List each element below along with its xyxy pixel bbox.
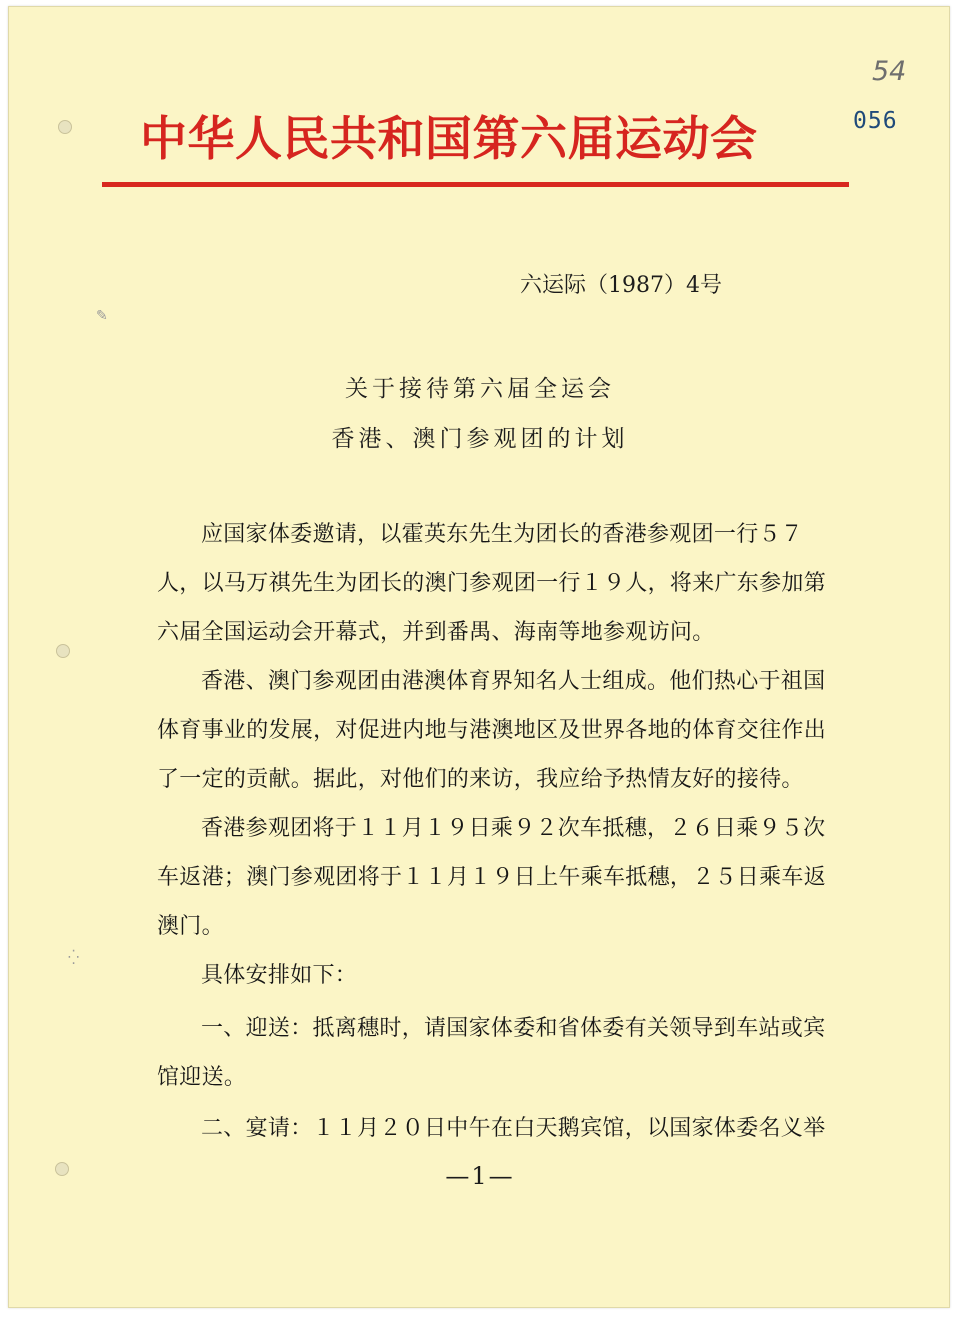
document-title-line-2: 香港、澳门参观团的计划 — [331, 426, 629, 452]
letterhead: 中华人民共和国第六届运动会 — [140, 112, 758, 167]
page-number: —1— — [445, 1162, 515, 1190]
binding-hole — [58, 120, 72, 134]
body-paragraph: 香港、澳门参观团由港澳体育界知名人士组成。他们热心于祖国体育事业的发展，对促进内地与港澳地区及世界各地的体育交往作出了一定的贡献。据此，对他们的来访，我应给予热情友好的接待。 — [157, 669, 827, 792]
binding-hole — [56, 644, 70, 658]
body-paragraph: 一、迎送：抵离穗时，请国家体委和省体委有关领导到车站或宾馆迎送。 — [157, 1016, 826, 1090]
document-number: 六运际（1987）4号 — [520, 273, 722, 298]
margin-mark: ✎ — [96, 308, 108, 324]
body-paragraph: 应国家体委邀请，以霍英东先生为团长的香港参观团一行５７人，以马万祺先生为团长的澳门参观团一行１９人，将来广东参加第六届全国运动会开幕式，并到番禺、海南等地参观访问。 — [157, 522, 827, 645]
document-title-line-1: 关于接待第六届全运会 — [345, 376, 615, 402]
body-paragraph: 具体安排如下： — [201, 963, 358, 988]
stamp-annotation: 056 — [853, 108, 898, 134]
pencil-annotation: 54 — [872, 56, 907, 87]
margin-mark: ⁛ — [68, 950, 80, 966]
body-paragraph: 香港参观团将于１１月１９日乘９２次车抵穗，２６日乘９５次车返港；澳门参观团将于１１月１９日上午乘车抵穗，２５日乘车返澳门。 — [157, 816, 827, 939]
letterhead-rule — [102, 182, 849, 187]
body-paragraph: 二、宴请：１１月２０日中午在白天鹅宾馆，以国家体委名义举 — [201, 1116, 826, 1141]
